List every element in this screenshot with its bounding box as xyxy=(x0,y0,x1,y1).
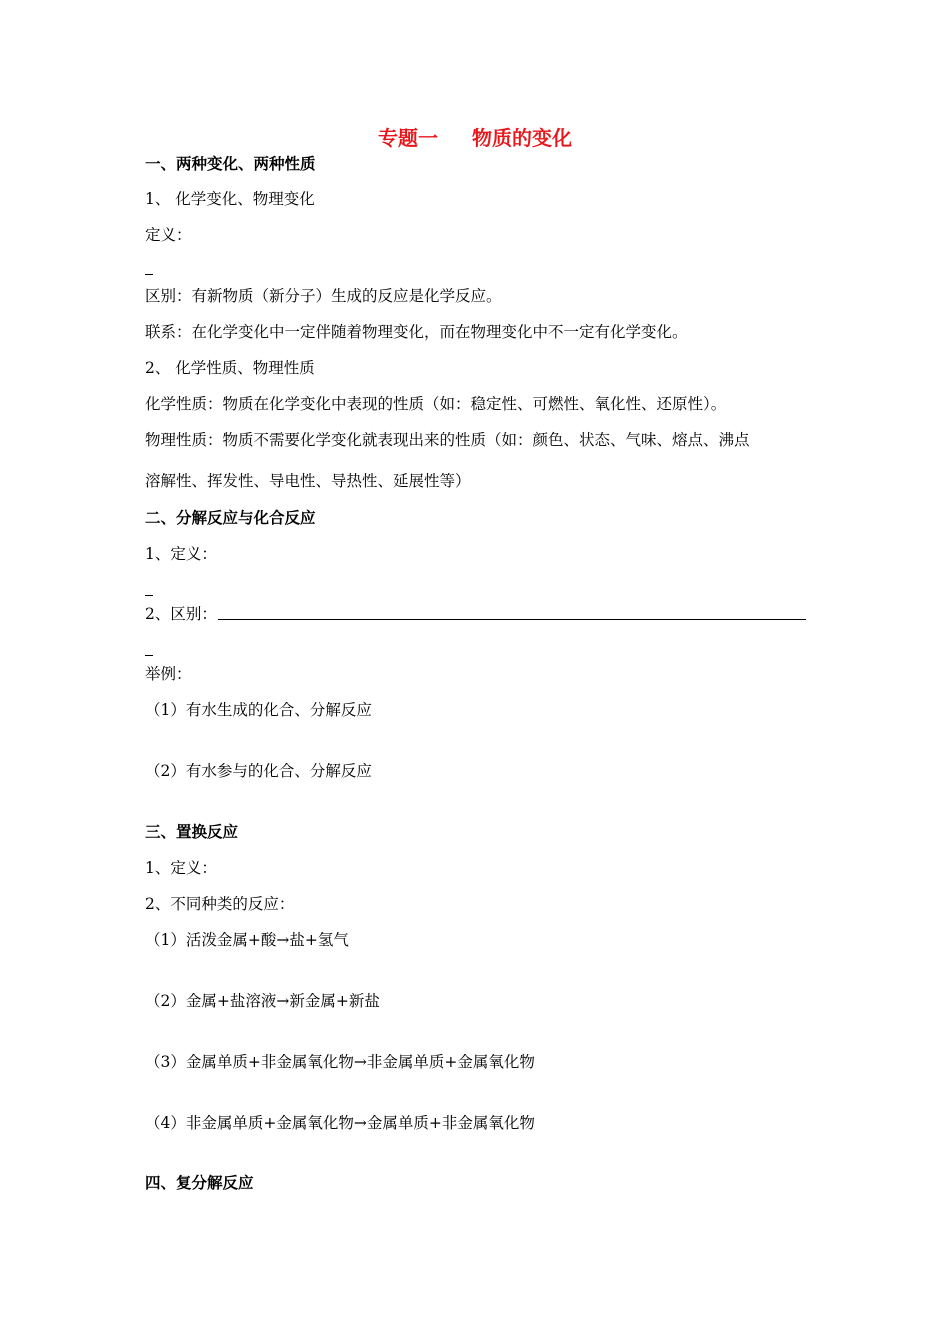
section1-connection: 联系：在化学变化中一定伴随着物理变化，而在物理变化中不一定有化学变化。 xyxy=(145,323,688,341)
section1-definition-label: 定义： xyxy=(145,226,192,244)
section3-kinds: 2、不同种类的反应： xyxy=(145,895,295,913)
physical-properties-line2: 溶解性、挥发性、导电性、导热性、延展性等） xyxy=(145,472,471,490)
physical-properties-line1: 物理性质：物质不需要化学变化就表现出来的性质（如：颜色、状态、气味、熔点、沸点 xyxy=(145,431,750,449)
blank-mark xyxy=(145,595,153,596)
section4-heading: 四、复分解反应 xyxy=(145,1174,254,1192)
section1-item1: 1、 化学变化、物理变化 xyxy=(145,190,315,208)
section3-kind2: （2）金属+盐溶液→新金属+新盐 xyxy=(145,992,380,1010)
section2-example1: （1）有水生成的化合、分解反应 xyxy=(145,701,372,719)
section1-item2: 2、 化学性质、物理性质 xyxy=(145,359,315,377)
section1-heading: 一、两种变化、两种性质 xyxy=(145,155,316,173)
title-part2: 物质的变化 xyxy=(472,126,572,150)
answer-line xyxy=(218,619,806,620)
section1-difference: 区别：有新物质（新分子）生成的反应是化学反应。 xyxy=(145,287,502,305)
section3-kind4: （4）非金属单质+金属氧化物→金属单质+非金属氧化物 xyxy=(145,1114,535,1132)
section3-kind3: （3）金属单质+非金属氧化物→非金属单质+金属氧化物 xyxy=(145,1053,535,1071)
section2-difference-label: 2、区别： xyxy=(145,605,217,623)
blank-mark xyxy=(145,274,153,275)
title-part1: 专题一 xyxy=(378,126,438,150)
chemical-properties: 化学性质：物质在化学变化中表现的性质（如：稳定性、可燃性、氧化性、还原性）。 xyxy=(145,395,727,413)
page-title xyxy=(0,122,950,151)
section3-heading: 三、置换反应 xyxy=(145,823,239,841)
section2-example-label: 举例： xyxy=(145,665,192,683)
section2-definition-label: 1、定义： xyxy=(145,545,217,563)
section3-definition-label: 1、定义： xyxy=(145,859,217,877)
section3-kind1: （1）活泼金属+酸→盐+氢气 xyxy=(145,931,349,949)
section2-example2: （2）有水参与的化合、分解反应 xyxy=(145,762,372,780)
section2-heading: 二、分解反应与化合反应 xyxy=(145,509,316,527)
blank-mark xyxy=(145,655,153,656)
